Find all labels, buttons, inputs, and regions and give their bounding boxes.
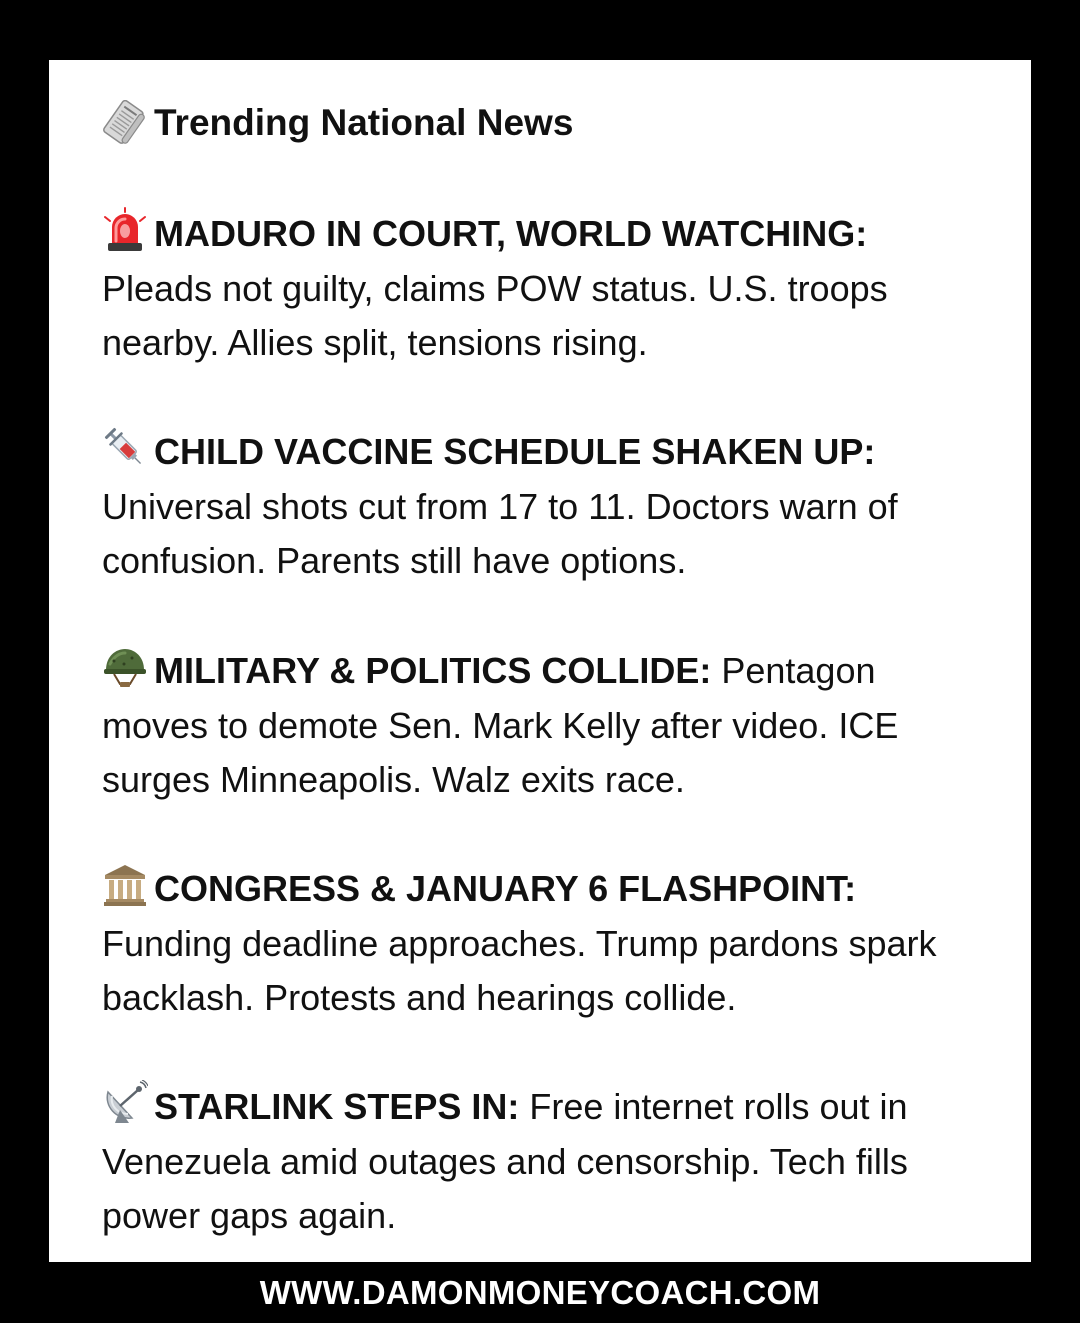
news-item-body: Funding deadline approaches. Trump pardons spark backlash. Protests and hearings collide. (102, 922, 937, 1019)
news-item-body: Pleads not guilty, claims POW status. U.S. troops nearby. Allies split, tensions rising. (102, 267, 888, 364)
military-helmet-icon (102, 644, 154, 690)
news-item-title: STARLINK STEPS IN: (154, 1086, 520, 1127)
news-item-body: Free internet rolls out in Venezuela amid outages and censorship. Tech fills power gaps again. (102, 1086, 908, 1237)
police-light-icon (102, 207, 154, 253)
news-item (102, 425, 987, 589)
news-item-body: Universal shots cut from 17 to 11. Doctors warn of confusion. Parents still have options. (102, 485, 898, 582)
news-card (49, 60, 1031, 1262)
page-title (102, 98, 573, 148)
classical-building-icon (102, 862, 154, 908)
news-item (102, 1080, 987, 1244)
footer-url: WWW.DAMONMONEYCOACH.COM (259, 1273, 821, 1311)
news-item (102, 207, 987, 371)
syringe-icon (102, 425, 154, 471)
news-item (102, 644, 987, 808)
news-item-title: MILITARY & POLITICS COLLIDE: (154, 650, 712, 691)
newspaper-icon (102, 100, 154, 146)
satellite-dish-icon (102, 1080, 154, 1126)
news-item-title: MADURO IN COURT, WORLD WATCHING: (154, 213, 868, 254)
news-item (102, 862, 987, 1026)
page-title-text: Trending National News (154, 102, 574, 143)
news-item-body: Pentagon moves to demote Sen. Mark Kelly after video. ICE surges Minneapolis. Walz exits race. (102, 650, 899, 801)
news-item-title: CONGRESS & JANUARY 6 FLASHPOINT: (154, 868, 857, 909)
news-item-title: CHILD VACCINE SCHEDULE SHAKEN UP: (154, 431, 876, 472)
